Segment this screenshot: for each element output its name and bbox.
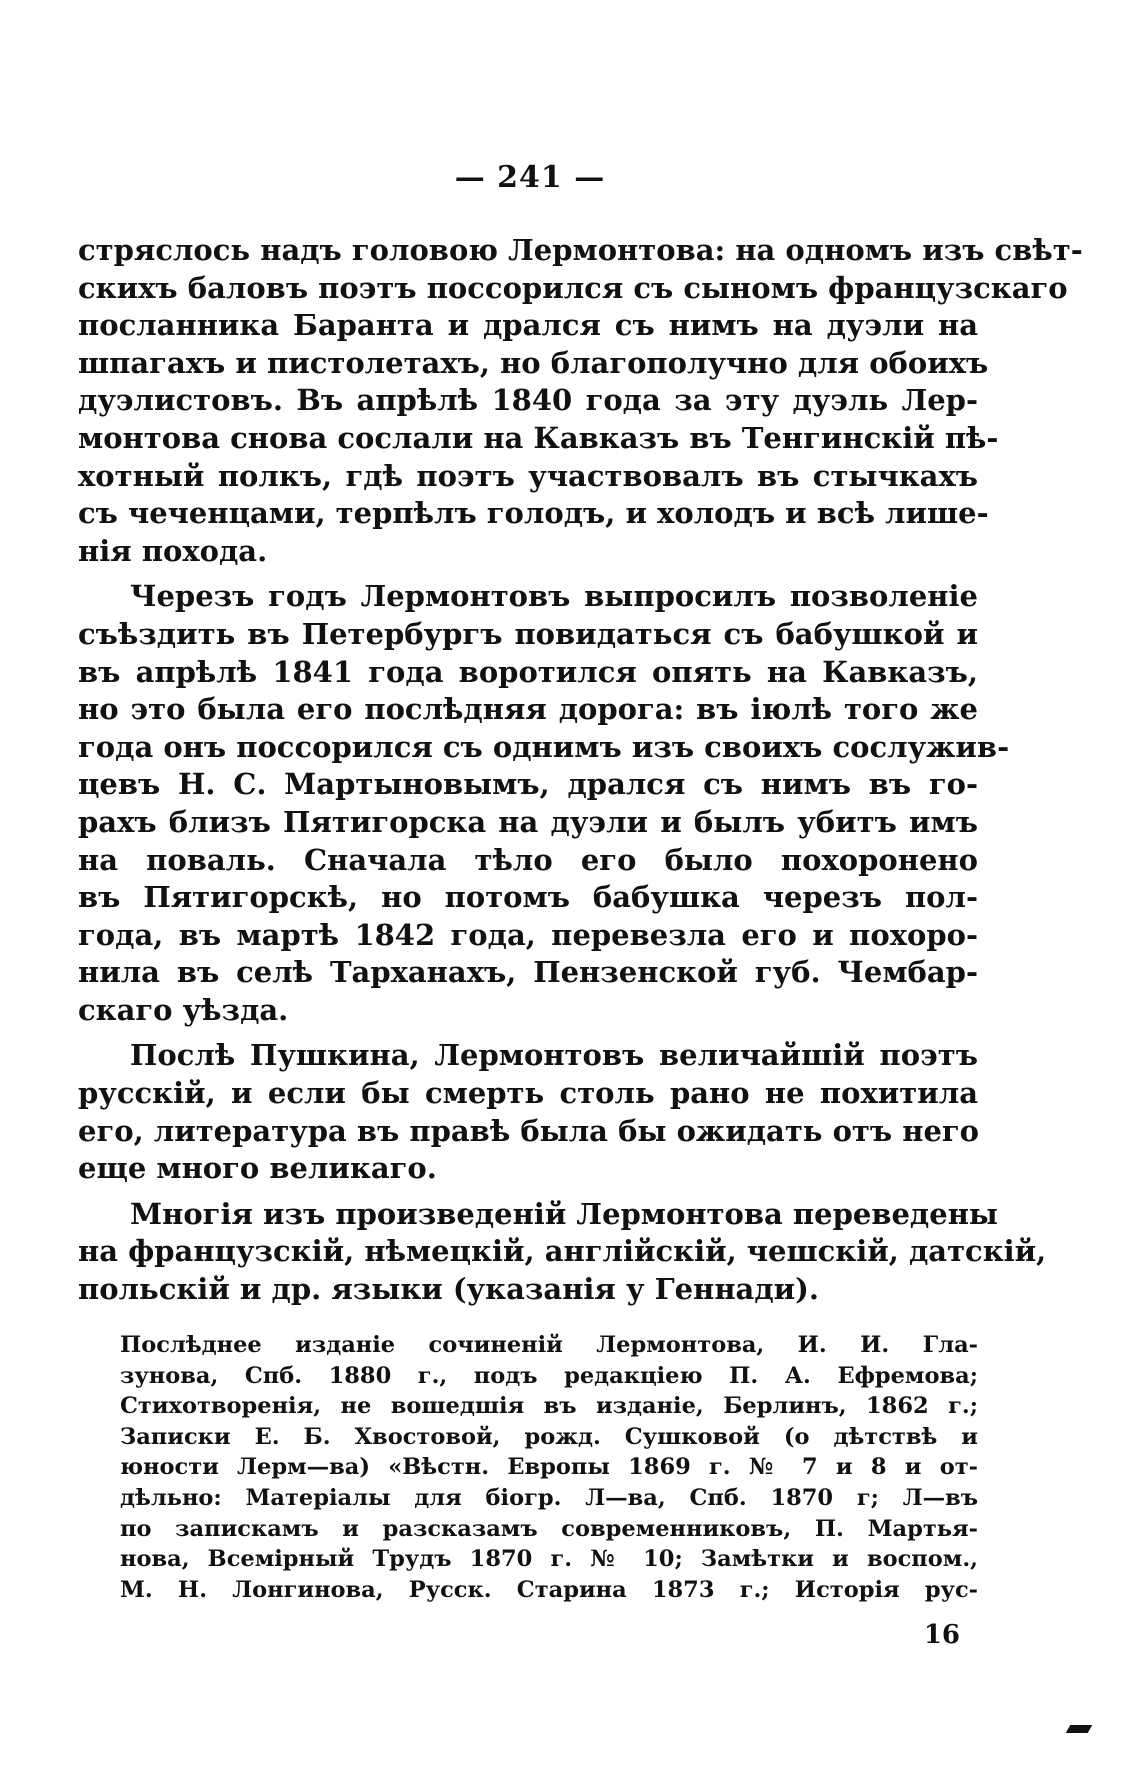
text-line: хотный полкъ, гдѣ поэтъ участвовалъ въ стычкахъ [78,458,978,493]
text-line: съ чеченцами, терпѣлъ голодъ, и холодъ и всѣ лише- [78,496,989,531]
paragraph-gap [78,570,978,578]
text-line: года, въ мартѣ 1842 года, перевезла его и похоро- [78,917,978,952]
text-line: съѣздить въ Петербургъ повидаться съ бабушкой и [78,616,978,651]
paragraph-gap [78,1029,978,1037]
footnote-line: зунова, Спб. 1880 г., подъ редакціею П. А. Ефремова; [120,1362,978,1389]
text-line: шпагахъ и пистолетахъ, но благополучно для обоихъ [78,345,989,380]
text-line: польскій и др. языки (указанія у Геннади). [78,1272,819,1307]
text-line: Черезъ годъ Лермонтовъ выпросилъ позволеніе [130,579,978,614]
text-line: въ Пятигорскѣ, но потомъ бабушка черезъ пол- [78,880,978,915]
footnote-line: Послѣднее изданіе сочиненій Лермонтова, И. И. Гла- [120,1332,978,1358]
paragraph [78,232,1083,570]
footnote-line: М. Н. Лонгинова, Русск. Старина 1873 г.; Исторія рус- [120,1576,978,1603]
text-line: его, литература въ правѣ была бы ожидать отъ него [78,1113,980,1148]
footnote-line: Стихотворенія, не вошедшія въ изданіе, Берлинъ, 1862 г.; [120,1393,978,1420]
text-line: скихъ баловъ поэтъ поссорился съ сыномъ французскаго [78,270,1068,305]
body-text [78,232,1083,1309]
footnote-line: Записки Е. Б. Хвостовой, рожд. Сушковой (о дѣтствѣ и [120,1423,978,1450]
paragraph [78,578,1010,1029]
paragraph-gap [78,1188,978,1196]
text-line: на французскій, нѣмецкій, англійскій, чешскій, датскій, [78,1234,1047,1269]
text-line: нила въ селѣ Тарханахъ, Пензенской губ. Чембар- [78,955,978,990]
page-number: — 241 — [454,160,606,195]
text-line: стряслось надъ головою Лермонтова: на одномъ изъ свѣт- [78,233,1083,267]
paragraph [78,1037,978,1187]
text-line: но это была его послѣдняя дорога: въ іюлѣ того же [78,692,978,727]
footnote [120,1330,978,1605]
text-line: еще много великаго. [78,1151,437,1186]
text-line: монтова снова сослали на Кавказъ въ Тенгинскій пѣ- [78,420,999,455]
text-line: русскій, и если бы смерть столь рано не похитила [78,1076,978,1111]
signature-mark: 16 [923,1620,960,1650]
scan-artifact-mark [1066,1725,1093,1733]
text-line: посланника Баранта и дрался съ нимъ на дуэли на [78,308,978,343]
text-line: года онъ поссорился съ однимъ изъ своихъ сослужив- [78,729,1010,764]
text-line: рахъ близъ Пятигорска на дуэли и былъ убитъ имъ [78,804,978,839]
text-line: въ апрѣлѣ 1841 года воротился опять на Кавказъ, [78,654,978,689]
paragraph [78,1196,1047,1309]
text-line: цевъ Н. С. Мартыновымъ, дрался съ нимъ въ го- [78,767,978,802]
text-line: Многія изъ произведеній Лермонтова переведены [130,1196,998,1231]
footnote-line: по запискамъ и разсказамъ современниковъ, П. Мартья- [120,1515,978,1542]
text-line: скаго уѣзда. [78,992,289,1027]
text-line: Послѣ Пушкина, Лермонтовъ величайшій поэтъ [130,1038,978,1073]
footnote-line: нова, Всемірный Трудъ 1870 г. № 10; Замѣтки и воспом., [120,1546,978,1573]
text-line: дуэлистовъ. Въ апрѣлѣ 1840 года за эту дуэль Лер- [78,383,978,418]
footnote-line: дѣльно: Матеріалы для біогр. Л—ва, Спб. 1870 г; Л—въ [120,1484,978,1511]
text-line: на поваль. Сначала тѣло его было похоронено [78,842,978,877]
text-line: нія похода. [78,533,268,568]
footnote-line: юности Лерм—ва) «Вѣстн. Европы 1869 г. № 7 и 8 и от- [120,1454,978,1481]
